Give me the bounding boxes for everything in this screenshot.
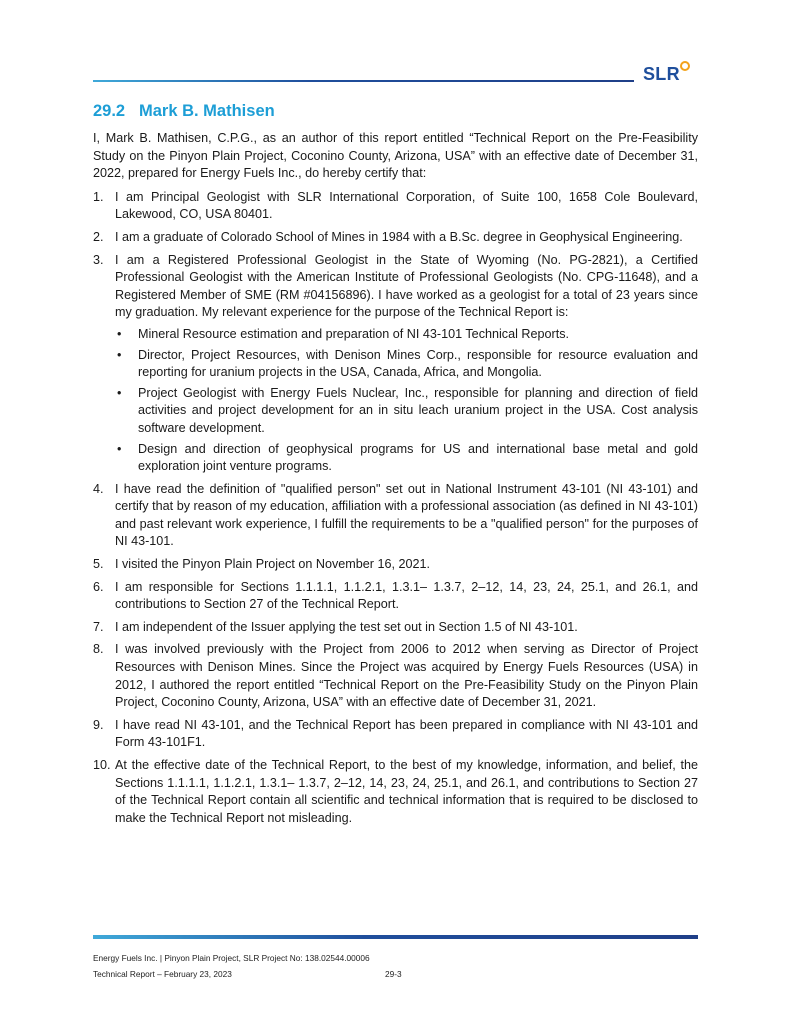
experience-item [115,347,698,382]
item-number: 8. [93,642,104,657]
item-number: 5. [93,557,104,572]
experience-list [115,326,698,476]
item-number: 10. [93,758,111,772]
list-item [93,757,698,827]
item-text: I visited the Pinyon Plain Project on November 16, 2021. [115,557,431,572]
item-number: 2. [93,229,104,244]
item-number: 4. [93,481,104,496]
bullet-icon: • [117,385,122,400]
experience-text: Design and direction of geophysical programs for US and international base metal and gold exploration joint venture programs. [138,441,698,474]
item-text: I have read the definition of "qualified person" set out in National Instrument 43-101 (NI 43-101) and certify that by reason of my education, affiliation with a professional association (as defined in NI 43-101) and past relevant work experience, I fulfill the requirements to be a "qualified person" for the purposes of NI 43-101. [115,481,698,549]
item-text: I have read NI 43-101, and the Technical Report has been prepared in compliance with NI 43-101 and Form 43-101F1. [115,717,698,750]
item-number: 9. [93,717,104,732]
list-item [93,229,698,247]
experience-text: Project Geologist with Energy Fuels Nuclear, Inc., responsible for planning and direction of field activities and project development for an in situ leach uranium project in the USA. Cost analysis software development. [138,385,698,435]
footer-project: Energy Fuels Inc. | Pinyon Plain Project, SLR Project No: 138.02544.00006 [93,953,370,963]
footer-rule [93,935,698,939]
list-item [93,717,698,752]
slr-logo: SLR [643,64,680,84]
item-text: I am responsible for Sections 1.1.1.1, 1.1.2.1, 1.3.1– 1.3.7, 2–12, 14, 23, 24, 25.1, and 26.1, and contributions to Section 27 of the Technical Report. [115,579,698,612]
item-text: I am Principal Geologist with SLR International Corporation, of Suite 100, 1658 Cole Boulevard, Lakewood, CO, USA 80401. [115,189,698,222]
logo-ring-icon [680,61,690,71]
list-item [93,556,698,574]
list-item [93,641,698,711]
experience-item [115,385,698,438]
item-number: 1. [93,189,104,204]
experience-item [115,326,698,344]
experience-item [115,441,698,476]
list-item [93,189,698,224]
footer-report-date: Technical Report – February 23, 2023 [93,969,232,979]
section-title: Mark B. Mathisen [139,102,275,120]
item-number: 3. [93,252,104,267]
experience-text: Director, Project Resources, with Denison Mines Corp., responsible for resource evaluation and reporting for uranium projects in the USA, Canada, Africa, and Mongolia. [138,347,698,380]
experience-text: Mineral Resource estimation and preparation of NI 43-101 Technical Reports. [138,326,569,341]
item-text: I am a Registered Professional Geologist in the State of Wyoming (No. PG-2821), a Certified Professional Geologist with the American Institute of Professional Geologists (No. CPG-11648), and a Registered Member of SME (RM #04156896). I have worked as a geologist for a total of 23 years since my graduation. My relevant experience for the purpose of the Technical Report is: [115,252,698,320]
page-content [93,100,698,832]
item-number: 7. [93,619,104,634]
list-item [93,619,698,637]
page-number: 29-3 [385,969,402,979]
item-text: I am independent of the Issuer applying the test set out in Section 1.5 of NI 43-101. [115,619,578,634]
list-item [93,579,698,614]
intro-paragraph: I, Mark B. Mathisen, C.P.G., as an author of this report entitled “Technical Report on the Pre-Feasibility Study on the Pinyon Plain Project, Coconino County, Arizona, USA” with an effective date of December 31, 2022, prepared for Energy Fuels Inc., do hereby certify that: [93,131,698,181]
bullet-icon: • [117,441,122,456]
header-rule [93,80,634,82]
bullet-icon: • [117,326,122,341]
list-item [93,252,698,476]
item-text: I am a graduate of Colorado School of Mines in 1984 with a B.Sc. degree in Geophysical Engineering. [115,229,683,244]
section-heading [93,100,698,122]
item-text: I was involved previously with the Project from 2006 to 2012 when serving as Director of Project Resources with Denison Mines. Since the Project was acquired by Energy Fuels Resources (USA) in 2012, I authored the report entitled “Technical Report on the Pre-Feasibility Study on the Pinyon Plain Project, Coconino County, Arizona, USA” with an effective date of December 31, 2021. [115,642,698,710]
list-item [93,481,698,551]
item-number: 6. [93,579,104,594]
bullet-icon: • [117,347,122,362]
certification-list [93,189,698,828]
section-number: 29.2 [93,102,126,120]
item-text: At the effective date of the Technical Report, to the best of my knowledge, information, and belief, the Sections 1.1.1.1, 1.1.2.1, 1.3.1– 1.3.7, 2–12, 14, 23, 24, 25.1, and 26.1, and contributions to Section 27 of the Technical Report contain all scientific and technical information that is required to be disclosed to make the Technical Report not misleading. [115,758,698,825]
